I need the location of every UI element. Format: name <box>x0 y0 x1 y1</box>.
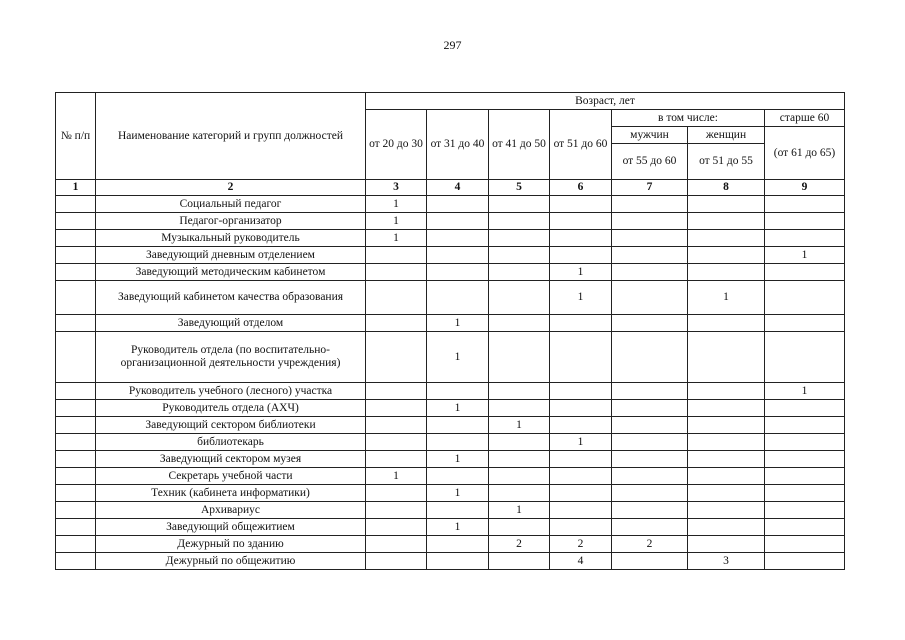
value-cell <box>612 434 688 451</box>
value-cell <box>427 230 489 247</box>
position-name-cell: Заведующий отделом <box>96 315 366 332</box>
header-age-61-65: (от 61 до 65) <box>765 127 845 180</box>
position-name-cell: Дежурный по общежитию <box>96 553 366 570</box>
value-cell <box>612 383 688 400</box>
value-cell <box>612 230 688 247</box>
value-cell <box>489 383 550 400</box>
value-cell: 1 <box>427 451 489 468</box>
value-cell <box>489 468 550 485</box>
position-name-cell: Руководитель отдела (по воспитательно-организационной деятельности учреждения) <box>96 332 366 383</box>
row-number-cell <box>56 553 96 570</box>
header-older-60: старше 60 <box>765 110 845 127</box>
table-row <box>56 213 845 230</box>
header-women: женщин <box>688 127 765 144</box>
table-row <box>56 281 845 315</box>
value-cell <box>489 213 550 230</box>
value-cell <box>550 519 612 536</box>
value-cell <box>427 417 489 434</box>
value-cell: 1 <box>427 485 489 502</box>
value-cell <box>366 519 427 536</box>
position-name-cell: Заведующий кабинетом качества образования <box>96 281 366 315</box>
value-cell <box>489 485 550 502</box>
value-cell <box>366 400 427 417</box>
header-age-51-60: от 51 до 60 <box>550 110 612 180</box>
value-cell <box>765 264 845 281</box>
value-cell <box>688 315 765 332</box>
row-number-cell <box>56 264 96 281</box>
value-cell <box>688 196 765 213</box>
value-cell <box>550 502 612 519</box>
value-cell <box>489 315 550 332</box>
table-row <box>56 196 845 213</box>
row-number-cell <box>56 485 96 502</box>
table-row <box>56 332 845 383</box>
header-age-41-50: от 41 до 50 <box>489 110 550 180</box>
value-cell <box>612 213 688 230</box>
value-cell <box>765 281 845 315</box>
value-cell <box>612 315 688 332</box>
table-row <box>56 553 845 570</box>
value-cell <box>765 196 845 213</box>
table-row <box>56 519 845 536</box>
value-cell <box>550 213 612 230</box>
value-cell <box>765 502 845 519</box>
table-body <box>56 93 845 570</box>
value-cell <box>612 417 688 434</box>
row-number-cell <box>56 383 96 400</box>
value-cell <box>366 434 427 451</box>
value-cell <box>688 264 765 281</box>
position-name-cell: Социальный педагог <box>96 196 366 213</box>
value-cell <box>765 485 845 502</box>
value-cell <box>427 264 489 281</box>
value-cell <box>688 451 765 468</box>
value-cell <box>688 519 765 536</box>
value-cell <box>366 247 427 264</box>
value-cell <box>366 451 427 468</box>
value-cell: 2 <box>489 536 550 553</box>
value-cell <box>366 502 427 519</box>
value-cell <box>765 434 845 451</box>
staff-age-table <box>55 92 845 570</box>
value-cell <box>688 213 765 230</box>
value-cell <box>427 281 489 315</box>
value-cell <box>366 553 427 570</box>
value-cell: 1 <box>427 400 489 417</box>
row-number-cell <box>56 230 96 247</box>
value-cell: 1 <box>550 264 612 281</box>
value-cell: 1 <box>427 519 489 536</box>
position-name-cell: библиотекарь <box>96 434 366 451</box>
value-cell <box>489 400 550 417</box>
table-row <box>56 451 845 468</box>
position-name-cell: Заведующий дневным отделением <box>96 247 366 264</box>
table-row <box>56 400 845 417</box>
value-cell <box>688 536 765 553</box>
row-number-cell <box>56 519 96 536</box>
value-cell <box>489 434 550 451</box>
column-index-row <box>56 180 845 196</box>
value-cell <box>612 247 688 264</box>
column-index: 8 <box>688 180 765 196</box>
value-cell <box>550 451 612 468</box>
value-cell <box>765 468 845 485</box>
value-cell <box>489 519 550 536</box>
value-cell <box>765 451 845 468</box>
value-cell: 2 <box>550 536 612 553</box>
value-cell <box>550 247 612 264</box>
value-cell <box>612 196 688 213</box>
value-cell <box>688 485 765 502</box>
value-cell <box>550 230 612 247</box>
row-number-cell <box>56 281 96 315</box>
column-index: 2 <box>96 180 366 196</box>
page-number: 297 <box>443 38 462 52</box>
value-cell <box>612 264 688 281</box>
value-cell <box>427 213 489 230</box>
value-cell <box>366 315 427 332</box>
value-cell: 3 <box>688 553 765 570</box>
position-name-cell: Музыкальный руководитель <box>96 230 366 247</box>
value-cell <box>366 417 427 434</box>
value-cell <box>427 434 489 451</box>
position-name-cell: Заведующий сектором библиотеки <box>96 417 366 434</box>
row-number-cell <box>56 502 96 519</box>
value-cell <box>550 196 612 213</box>
value-cell: 2 <box>612 536 688 553</box>
header-age-20-30: от 20 до 30 <box>366 110 427 180</box>
value-cell <box>427 383 489 400</box>
row-number-cell <box>56 196 96 213</box>
value-cell: 1 <box>427 315 489 332</box>
value-cell <box>489 230 550 247</box>
position-name-cell: Руководитель отдела (АХЧ) <box>96 400 366 417</box>
value-cell <box>688 434 765 451</box>
position-name-cell: Архивариус <box>96 502 366 519</box>
row-number-cell <box>56 332 96 383</box>
value-cell <box>612 281 688 315</box>
table-row <box>56 315 845 332</box>
position-name-cell: Руководитель учебного (лесного) участка <box>96 383 366 400</box>
value-cell: 1 <box>489 417 550 434</box>
value-cell: 4 <box>550 553 612 570</box>
value-cell <box>612 400 688 417</box>
position-name-cell: Заведующий методическим кабинетом <box>96 264 366 281</box>
value-cell <box>489 264 550 281</box>
position-name-cell: Заведующий общежитием <box>96 519 366 536</box>
value-cell <box>765 213 845 230</box>
value-cell <box>366 264 427 281</box>
value-cell <box>550 315 612 332</box>
value-cell: 1 <box>489 502 550 519</box>
value-cell <box>550 383 612 400</box>
value-cell <box>688 502 765 519</box>
value-cell: 1 <box>427 332 489 383</box>
value-cell <box>489 553 550 570</box>
table-row <box>56 502 845 519</box>
value-cell <box>688 332 765 383</box>
header-name: Наименование категорий и групп должностей <box>96 93 366 180</box>
header-row-1 <box>56 93 845 110</box>
row-number-cell <box>56 213 96 230</box>
value-cell <box>427 553 489 570</box>
value-cell <box>688 400 765 417</box>
header-including: в том числе: <box>612 110 765 127</box>
value-cell <box>765 553 845 570</box>
value-cell <box>688 468 765 485</box>
value-cell <box>612 451 688 468</box>
value-cell <box>688 383 765 400</box>
value-cell <box>612 332 688 383</box>
value-cell <box>612 502 688 519</box>
value-cell <box>427 536 489 553</box>
header-men: мужчин <box>612 127 688 144</box>
value-cell <box>489 247 550 264</box>
row-number-cell <box>56 451 96 468</box>
position-name-cell: Техник (кабинета информатики) <box>96 485 366 502</box>
value-cell <box>366 536 427 553</box>
column-index: 7 <box>612 180 688 196</box>
row-number-cell <box>56 536 96 553</box>
value-cell <box>489 281 550 315</box>
table-row <box>56 247 845 264</box>
value-cell <box>612 553 688 570</box>
value-cell: 1 <box>366 196 427 213</box>
value-cell <box>765 536 845 553</box>
position-name-cell: Заведующий сектором музея <box>96 451 366 468</box>
row-number-cell <box>56 315 96 332</box>
table-row <box>56 417 845 434</box>
value-cell <box>550 332 612 383</box>
value-cell <box>427 196 489 213</box>
header-men-55-60: от 55 до 60 <box>612 144 688 180</box>
column-index: 4 <box>427 180 489 196</box>
header-women-51-55: от 51 до 55 <box>688 144 765 180</box>
value-cell <box>765 315 845 332</box>
value-cell <box>765 519 845 536</box>
table-row <box>56 536 845 553</box>
column-index: 9 <box>765 180 845 196</box>
value-cell <box>612 519 688 536</box>
header-age-31-40: от 31 до 40 <box>427 110 489 180</box>
value-cell <box>366 383 427 400</box>
value-cell: 1 <box>366 213 427 230</box>
position-name-cell: Дежурный по зданию <box>96 536 366 553</box>
value-cell <box>489 332 550 383</box>
value-cell <box>765 230 845 247</box>
table-row <box>56 485 845 502</box>
value-cell <box>427 468 489 485</box>
table-row <box>56 468 845 485</box>
row-number-cell <box>56 247 96 264</box>
value-cell <box>489 196 550 213</box>
header-age-group: Возраст, лет <box>366 93 845 110</box>
value-cell: 1 <box>366 230 427 247</box>
position-name-cell: Педагог-организатор <box>96 213 366 230</box>
row-number-cell <box>56 400 96 417</box>
value-cell <box>550 400 612 417</box>
value-cell <box>765 400 845 417</box>
table-row <box>56 264 845 281</box>
row-number-cell <box>56 468 96 485</box>
value-cell <box>765 417 845 434</box>
value-cell <box>427 502 489 519</box>
value-cell <box>366 485 427 502</box>
value-cell <box>427 247 489 264</box>
value-cell: 1 <box>688 281 765 315</box>
value-cell <box>550 417 612 434</box>
value-cell: 1 <box>765 383 845 400</box>
column-index: 6 <box>550 180 612 196</box>
table-row <box>56 383 845 400</box>
value-cell <box>489 451 550 468</box>
column-index: 5 <box>489 180 550 196</box>
value-cell <box>550 485 612 502</box>
value-cell <box>366 281 427 315</box>
value-cell: 1 <box>550 434 612 451</box>
row-number-cell <box>56 417 96 434</box>
value-cell: 1 <box>366 468 427 485</box>
value-cell: 1 <box>550 281 612 315</box>
table-row <box>56 230 845 247</box>
position-name-cell: Секретарь учебной части <box>96 468 366 485</box>
value-cell <box>550 468 612 485</box>
row-number-cell <box>56 434 96 451</box>
value-cell <box>688 247 765 264</box>
column-index: 1 <box>56 180 96 196</box>
value-cell <box>366 332 427 383</box>
value-cell <box>688 417 765 434</box>
value-cell <box>765 332 845 383</box>
value-cell <box>612 485 688 502</box>
table-row <box>56 434 845 451</box>
value-cell <box>612 468 688 485</box>
value-cell <box>688 230 765 247</box>
header-num: № п/п <box>56 93 96 180</box>
column-index: 3 <box>366 180 427 196</box>
value-cell: 1 <box>765 247 845 264</box>
